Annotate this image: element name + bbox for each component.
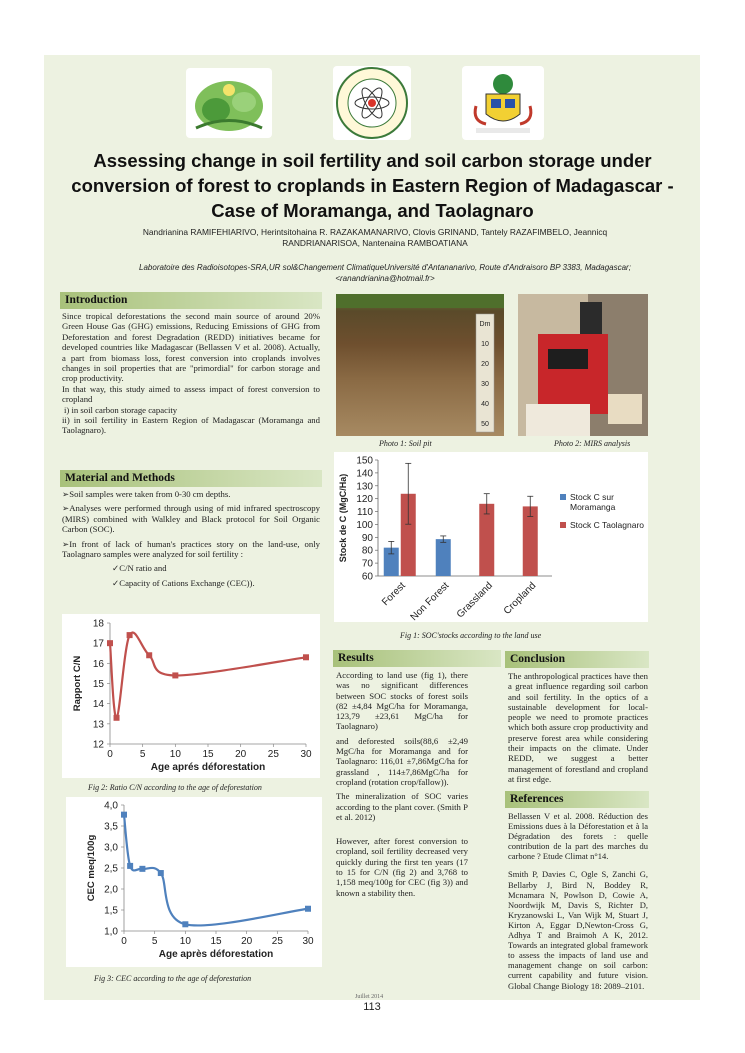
x-tick-label: 10 bbox=[169, 749, 181, 760]
y-tick-label: 60 bbox=[361, 571, 373, 583]
y-tick-label: 3,5 bbox=[104, 821, 118, 833]
x-tick-label: 10 bbox=[179, 936, 191, 947]
x-axis-label: Age après déforestation bbox=[158, 949, 274, 960]
x-tick-label: 20 bbox=[241, 936, 253, 947]
data-point bbox=[121, 812, 127, 818]
results-paragraph: However, after forest conversion to cropland, soil fertility decreased very quickly during the first ten years (17 to 15 for C/N (fig 2) and 3,768 to 1,158 meq/100g for CEC (fig 3)) and known a stability then. bbox=[336, 836, 468, 898]
fig2-caption: Fig 2: Ratio C/N according to the age of deforestation bbox=[88, 783, 262, 792]
data-point bbox=[107, 640, 113, 646]
reference-item: Smith P, Davies C, Ogle S, Zanchi G, Bellarby J, Bird N, Boddey R, Mcnamara N, Powlson D, Cowie A, Noordwijk M, Davis S, Richter D, Kryzanowski L, Van Wijk M, Stuart J, Kirton A, Eggar D,Newton-Cross G, Adhya T and Braimoh A K, 2012. Towards an integrated global framework to assess the impacts of land use and management change on soil carbon: current capability and future vision. Global Change Biology 18: 2089–2101. bbox=[508, 869, 648, 991]
ruler-label: 50 bbox=[481, 421, 489, 428]
x-tick-label: Non Forest bbox=[408, 580, 452, 622]
methods-bullet: ➢ Analyses were performed through using of mid infrared spectroscopy (MIRS) combined with Walkley and Black protocol for Soil Organic Carbon (SOC). bbox=[62, 503, 320, 534]
ruler-label: 30 bbox=[481, 381, 489, 388]
x-tick-label: 30 bbox=[302, 936, 314, 947]
fig1-soc-chart bbox=[334, 452, 648, 622]
x-tick-label: 25 bbox=[271, 936, 283, 947]
data-point bbox=[146, 652, 152, 658]
coat-of-arms-icon bbox=[462, 66, 544, 140]
fig3-caption: Fig 3: CEC according to the age of deforestation bbox=[94, 974, 252, 983]
results-text bbox=[336, 670, 468, 898]
data-point bbox=[303, 654, 309, 660]
x-tick-label: 0 bbox=[107, 749, 113, 760]
fig3-chart-box bbox=[66, 797, 322, 967]
photo-mirs-analysis bbox=[518, 294, 648, 436]
y-tick-label: 90 bbox=[361, 532, 373, 544]
x-tick-label: Grassland bbox=[454, 580, 495, 621]
photo1-caption: Photo 1: Soil pit bbox=[379, 439, 432, 448]
x-tick-label: 20 bbox=[235, 749, 247, 760]
legend-label: Stock C sur Moramanga bbox=[570, 492, 616, 512]
logo-university-antananarivo bbox=[333, 66, 411, 140]
y-tick-label: 1,5 bbox=[104, 905, 118, 917]
authors: Nandrianina RAMIFEHIARIVO, Herintsitohaina R. RAZAKAMANARIVO, Clovis GRINAND, Tantely RAZAFIMBELO, Jeannicq RANDRIANARISOA, Nantenaina RAMBOATIANA bbox=[142, 227, 608, 248]
x-tick-label: 0 bbox=[121, 936, 127, 947]
fig1-caption: Fig 1: SOC'stocks according to the land use bbox=[400, 631, 542, 640]
results-paragraph: According to land use (fig 1), there was no significant differences between SOC stocks of forest soils (82 ±4,84 MgC/ha for Moramanga, 123,79 ±23,61 MgC/ha for Taolagnaro) bbox=[336, 670, 468, 732]
y-tick-label: 15 bbox=[92, 679, 104, 690]
references-heading: References bbox=[505, 791, 649, 808]
ruler-label: 10 bbox=[481, 341, 489, 348]
data-point bbox=[127, 863, 133, 869]
logo-madagascar-coat-of-arms bbox=[462, 66, 544, 140]
results-paragraph: and deforested soils(88,6 ±2,49 MgC/ha for Moramanga and for Taolagnaro: 116,01 ±7,86MgC/ha for grassland , 114±7,86MgC/ha for cropland (rotation crop/fallow)). bbox=[336, 735, 468, 787]
y-axis-label: Rapport C/N bbox=[72, 655, 83, 712]
methods-bullet: ➢ Soil samples were taken from 0-30 cm depths. bbox=[62, 489, 320, 499]
methods-check: ✓ C/N ratio and bbox=[62, 563, 320, 573]
intro-paragraph: Since tropical deforestations the second main source of around 20% Green House Gas (GHG) emissions, Reducing Emissions of GHG from Deforestation and forest Degradation (REDD) initiatives became for developed countries like Madagascar (Bellassen V et al. 2008). Actually, a part from biomass loss, forest conversion into croplands involves changes in soil properties that are "primordial" for carbon storage and crop productivity. bbox=[62, 311, 320, 384]
x-tick-label: 25 bbox=[267, 749, 279, 760]
conclusion-text bbox=[508, 671, 648, 784]
bar bbox=[479, 504, 494, 576]
y-tick-label: 1,0 bbox=[104, 926, 118, 938]
fig3-cec-chart bbox=[66, 797, 322, 967]
y-tick-label: 140 bbox=[356, 468, 373, 480]
results-paragraph: The mineralization of SOC varies according to the plant cover. (Smith P et al. 2012) bbox=[336, 791, 468, 822]
x-axis-label: Age aprés déforestation bbox=[150, 762, 266, 773]
data-point bbox=[305, 906, 311, 912]
series-line bbox=[124, 815, 308, 926]
leaf-logo-icon bbox=[186, 68, 272, 138]
x-tick-label: Cropland bbox=[501, 580, 539, 617]
data-point bbox=[172, 672, 178, 678]
y-tick-label: 120 bbox=[356, 494, 373, 506]
footer-date: Juillet 2014 bbox=[355, 994, 384, 1000]
y-tick-label: 4,0 bbox=[104, 800, 118, 812]
y-tick-label: 13 bbox=[92, 719, 104, 731]
y-tick-label: 17 bbox=[92, 638, 104, 650]
y-tick-label: 16 bbox=[92, 658, 104, 670]
y-tick-label: 110 bbox=[357, 507, 373, 519]
conclusion-paragraph: The anthropological practices have then a great influence regarding soil carbon and soil fertility. In the optics of a sustainable development for local-people we need to promote practices which both assure crop productivity and preserve forest area while considering their impacts on the climate. Under REDD, we suggest a better management of forestland and cropland at first edge. bbox=[508, 671, 648, 784]
legend-swatch bbox=[560, 494, 566, 500]
intro-paragraph: In that way, this study aimed to assess impact of forest conversion to cropland bbox=[62, 383, 320, 405]
intro-paragraph: i) in soil carbon storage capacity bbox=[64, 404, 178, 415]
affiliation: Laboratoire des Radioisotopes-SRA,UR sol&Changement ClimatiqueUniversité d'Antananarivo, Route d'Andraisoro BP 3383, Madagascar; <ranandrianina@hotmail.fr> bbox=[139, 263, 631, 283]
x-tick-label: 30 bbox=[300, 749, 312, 760]
y-tick-label: 100 bbox=[356, 519, 373, 531]
series-line bbox=[110, 633, 306, 718]
y-tick-label: 2,0 bbox=[104, 884, 118, 896]
x-tick-label: Forest bbox=[380, 580, 408, 609]
legend-swatch bbox=[560, 522, 566, 528]
ruler-label: Dm bbox=[479, 321, 491, 328]
methods-bullet: ➢ In front of lack of human's practices story on the land-use, only Taolagnaro samples were analyzed for soil fertility : bbox=[62, 539, 320, 560]
conclusion-heading: Conclusion bbox=[505, 651, 649, 668]
data-point bbox=[114, 715, 120, 721]
introduction-text bbox=[62, 311, 320, 436]
y-tick-label: 130 bbox=[356, 481, 373, 493]
x-tick-label: 15 bbox=[210, 936, 222, 947]
data-point bbox=[182, 921, 188, 927]
methods-check: ✓ Capacity of Cations Exchange (CEC)). bbox=[62, 578, 320, 588]
fig1-chart-box bbox=[334, 452, 648, 622]
y-tick-label: 12 bbox=[92, 739, 104, 751]
soil-pit-image bbox=[336, 294, 504, 436]
photo-soil-pit bbox=[336, 294, 504, 436]
ruler-label: 40 bbox=[481, 401, 489, 408]
methods-heading: Material and Methods bbox=[60, 470, 322, 487]
page-number: 113 bbox=[363, 1001, 381, 1013]
introduction-heading: Introduction bbox=[60, 292, 322, 309]
x-tick-label: 5 bbox=[151, 936, 158, 947]
y-tick-label: 80 bbox=[361, 545, 373, 557]
y-axis-label: Stock de C (MgC/Ha) bbox=[338, 473, 348, 563]
logo-radioisotopes-left bbox=[186, 68, 272, 138]
photo2-caption: Photo 2: MIRS analysis bbox=[554, 439, 631, 448]
data-point bbox=[158, 870, 164, 876]
data-point bbox=[139, 866, 145, 872]
y-tick-label: 14 bbox=[92, 699, 104, 711]
x-tick-label: 5 bbox=[139, 749, 146, 760]
fig2-chart-box bbox=[62, 614, 320, 778]
data-point bbox=[127, 632, 133, 638]
atom-seal-icon bbox=[333, 66, 411, 140]
references-text bbox=[508, 811, 648, 991]
y-axis-label: CEC meq/100g bbox=[86, 834, 97, 902]
bar bbox=[436, 539, 451, 576]
intro-paragraph: ii) in soil fertility in Eastern Region of Madagascar (Moramanga and Taolagnaro). bbox=[62, 415, 320, 436]
fig2-cn-chart bbox=[62, 614, 320, 778]
y-tick-label: 70 bbox=[361, 558, 373, 570]
y-tick-label: 150 bbox=[356, 455, 373, 467]
poster-title: Assessing change in soil fertility and soil carbon storage under conversion of forest to croplands in Eastern Region of Madagascar - Case of Moramanga, and Taolagnaro bbox=[71, 150, 674, 221]
legend-label: Stock C Taolagnaro bbox=[570, 520, 645, 530]
methods-text bbox=[62, 489, 320, 588]
y-tick-label: 18 bbox=[92, 618, 104, 630]
x-tick-label: 15 bbox=[202, 749, 214, 760]
y-tick-label: 3,0 bbox=[104, 842, 118, 854]
y-tick-label: 2,5 bbox=[104, 863, 118, 875]
ruler-label: 20 bbox=[481, 361, 489, 368]
mirs-instrument-image bbox=[518, 294, 648, 436]
reference-item: Bellassen V et al. 2008. Réduction des Emissions dues à la Déforestation et à la Dégradation des forets : quelle contribution de la part des marches du carbone ? Etude Climat n°14. bbox=[508, 811, 648, 862]
results-heading: Results bbox=[333, 650, 501, 667]
